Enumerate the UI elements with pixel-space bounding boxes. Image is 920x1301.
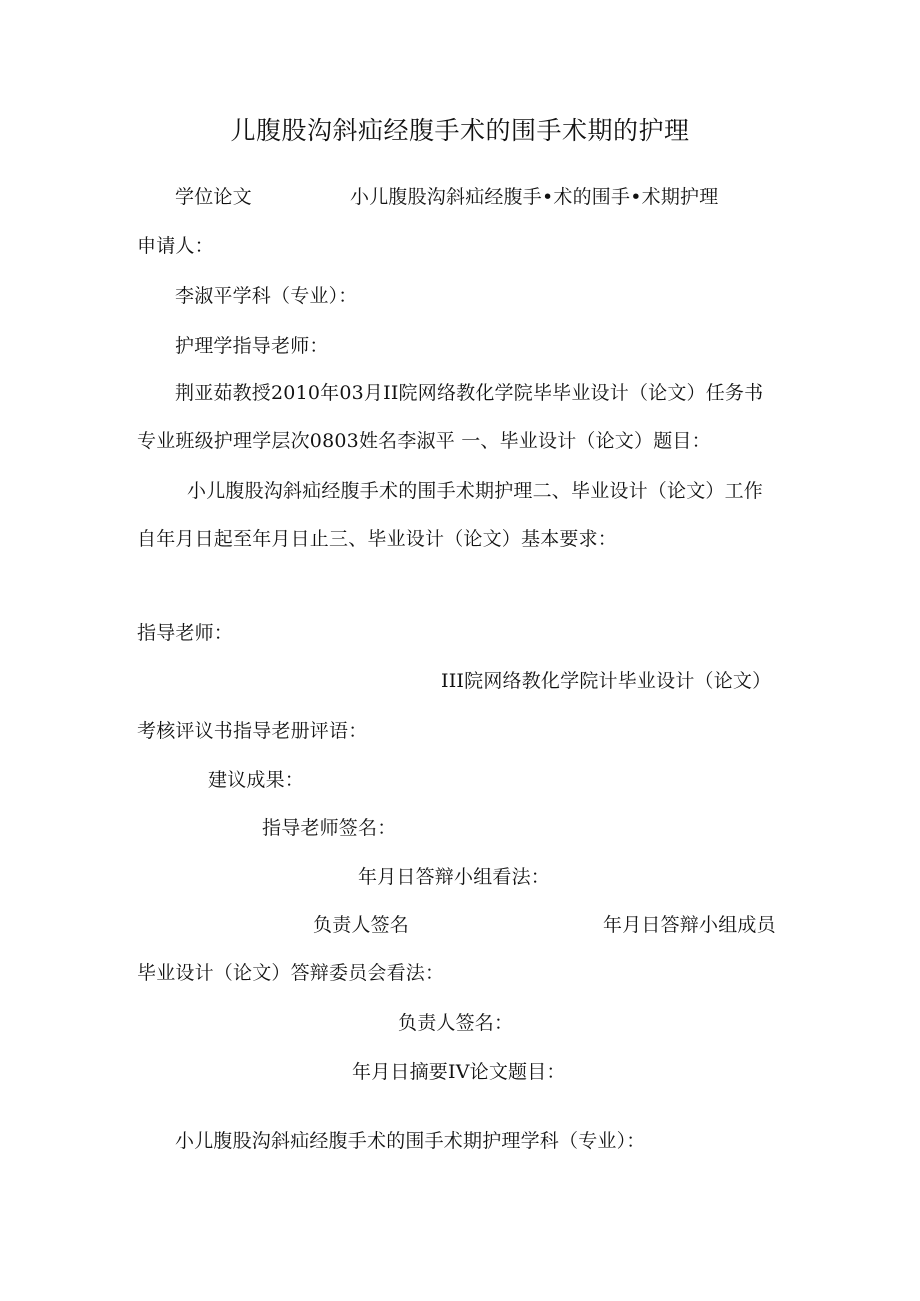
task-line: 荆亚茹教授2010年03月II院网络教化学院毕毕业设计（论文）任务书 <box>175 382 764 404</box>
applicant-line: 申请人： <box>137 235 214 257</box>
document-title: 儿腹股沟斜疝经腹手术的围手术期的护理 <box>230 116 690 145</box>
leader-sign: 负责人签名 <box>313 914 410 936</box>
degree-title: 小儿腹股沟斜疝经腹手•术的围手•术期护理 <box>350 186 719 208</box>
defense-group-members: 年月日答辩小组成员 <box>603 914 776 936</box>
teacher-sign-line: 指导老师签名： <box>262 817 397 839</box>
committee-opinion: 毕业设计（论文）答辩委员会看法： <box>137 962 445 984</box>
defense-group-opinion: 年月日答辩小组看法： <box>358 866 551 888</box>
name-subject-line: 李淑平学科（专业）： <box>175 285 358 307</box>
review-line: 考核评议书指导老册评语： <box>137 720 368 742</box>
class-line: 专业班级护理学层次0803姓名李淑平 一、毕业设计（论文）题目： <box>137 430 711 452</box>
final-line: 小儿腹股沟斜疝经腹手术的围手术期护理学科（专业）： <box>175 1130 646 1152</box>
abstract-line: 年月日摘要IV论文题目： <box>352 1061 566 1083</box>
period-line: 自年月日起至年月日止三、毕业设计（论文）基本要求： <box>137 528 618 550</box>
topic-line: 小儿腹股沟斜疝经腹手术的围手术期护理二、毕业设计（论文）工作 <box>187 480 764 502</box>
supervisor-line: 护理学指导老师： <box>175 335 329 357</box>
suggest-line: 建议成果： <box>208 769 305 791</box>
review-header: III院网络教化学院计毕业设计（论文） <box>441 670 772 692</box>
teacher-label: 指导老师： <box>137 622 234 644</box>
degree-label: 学位论文 <box>175 186 252 208</box>
leader-sign-2: 负责人签名： <box>398 1012 514 1034</box>
